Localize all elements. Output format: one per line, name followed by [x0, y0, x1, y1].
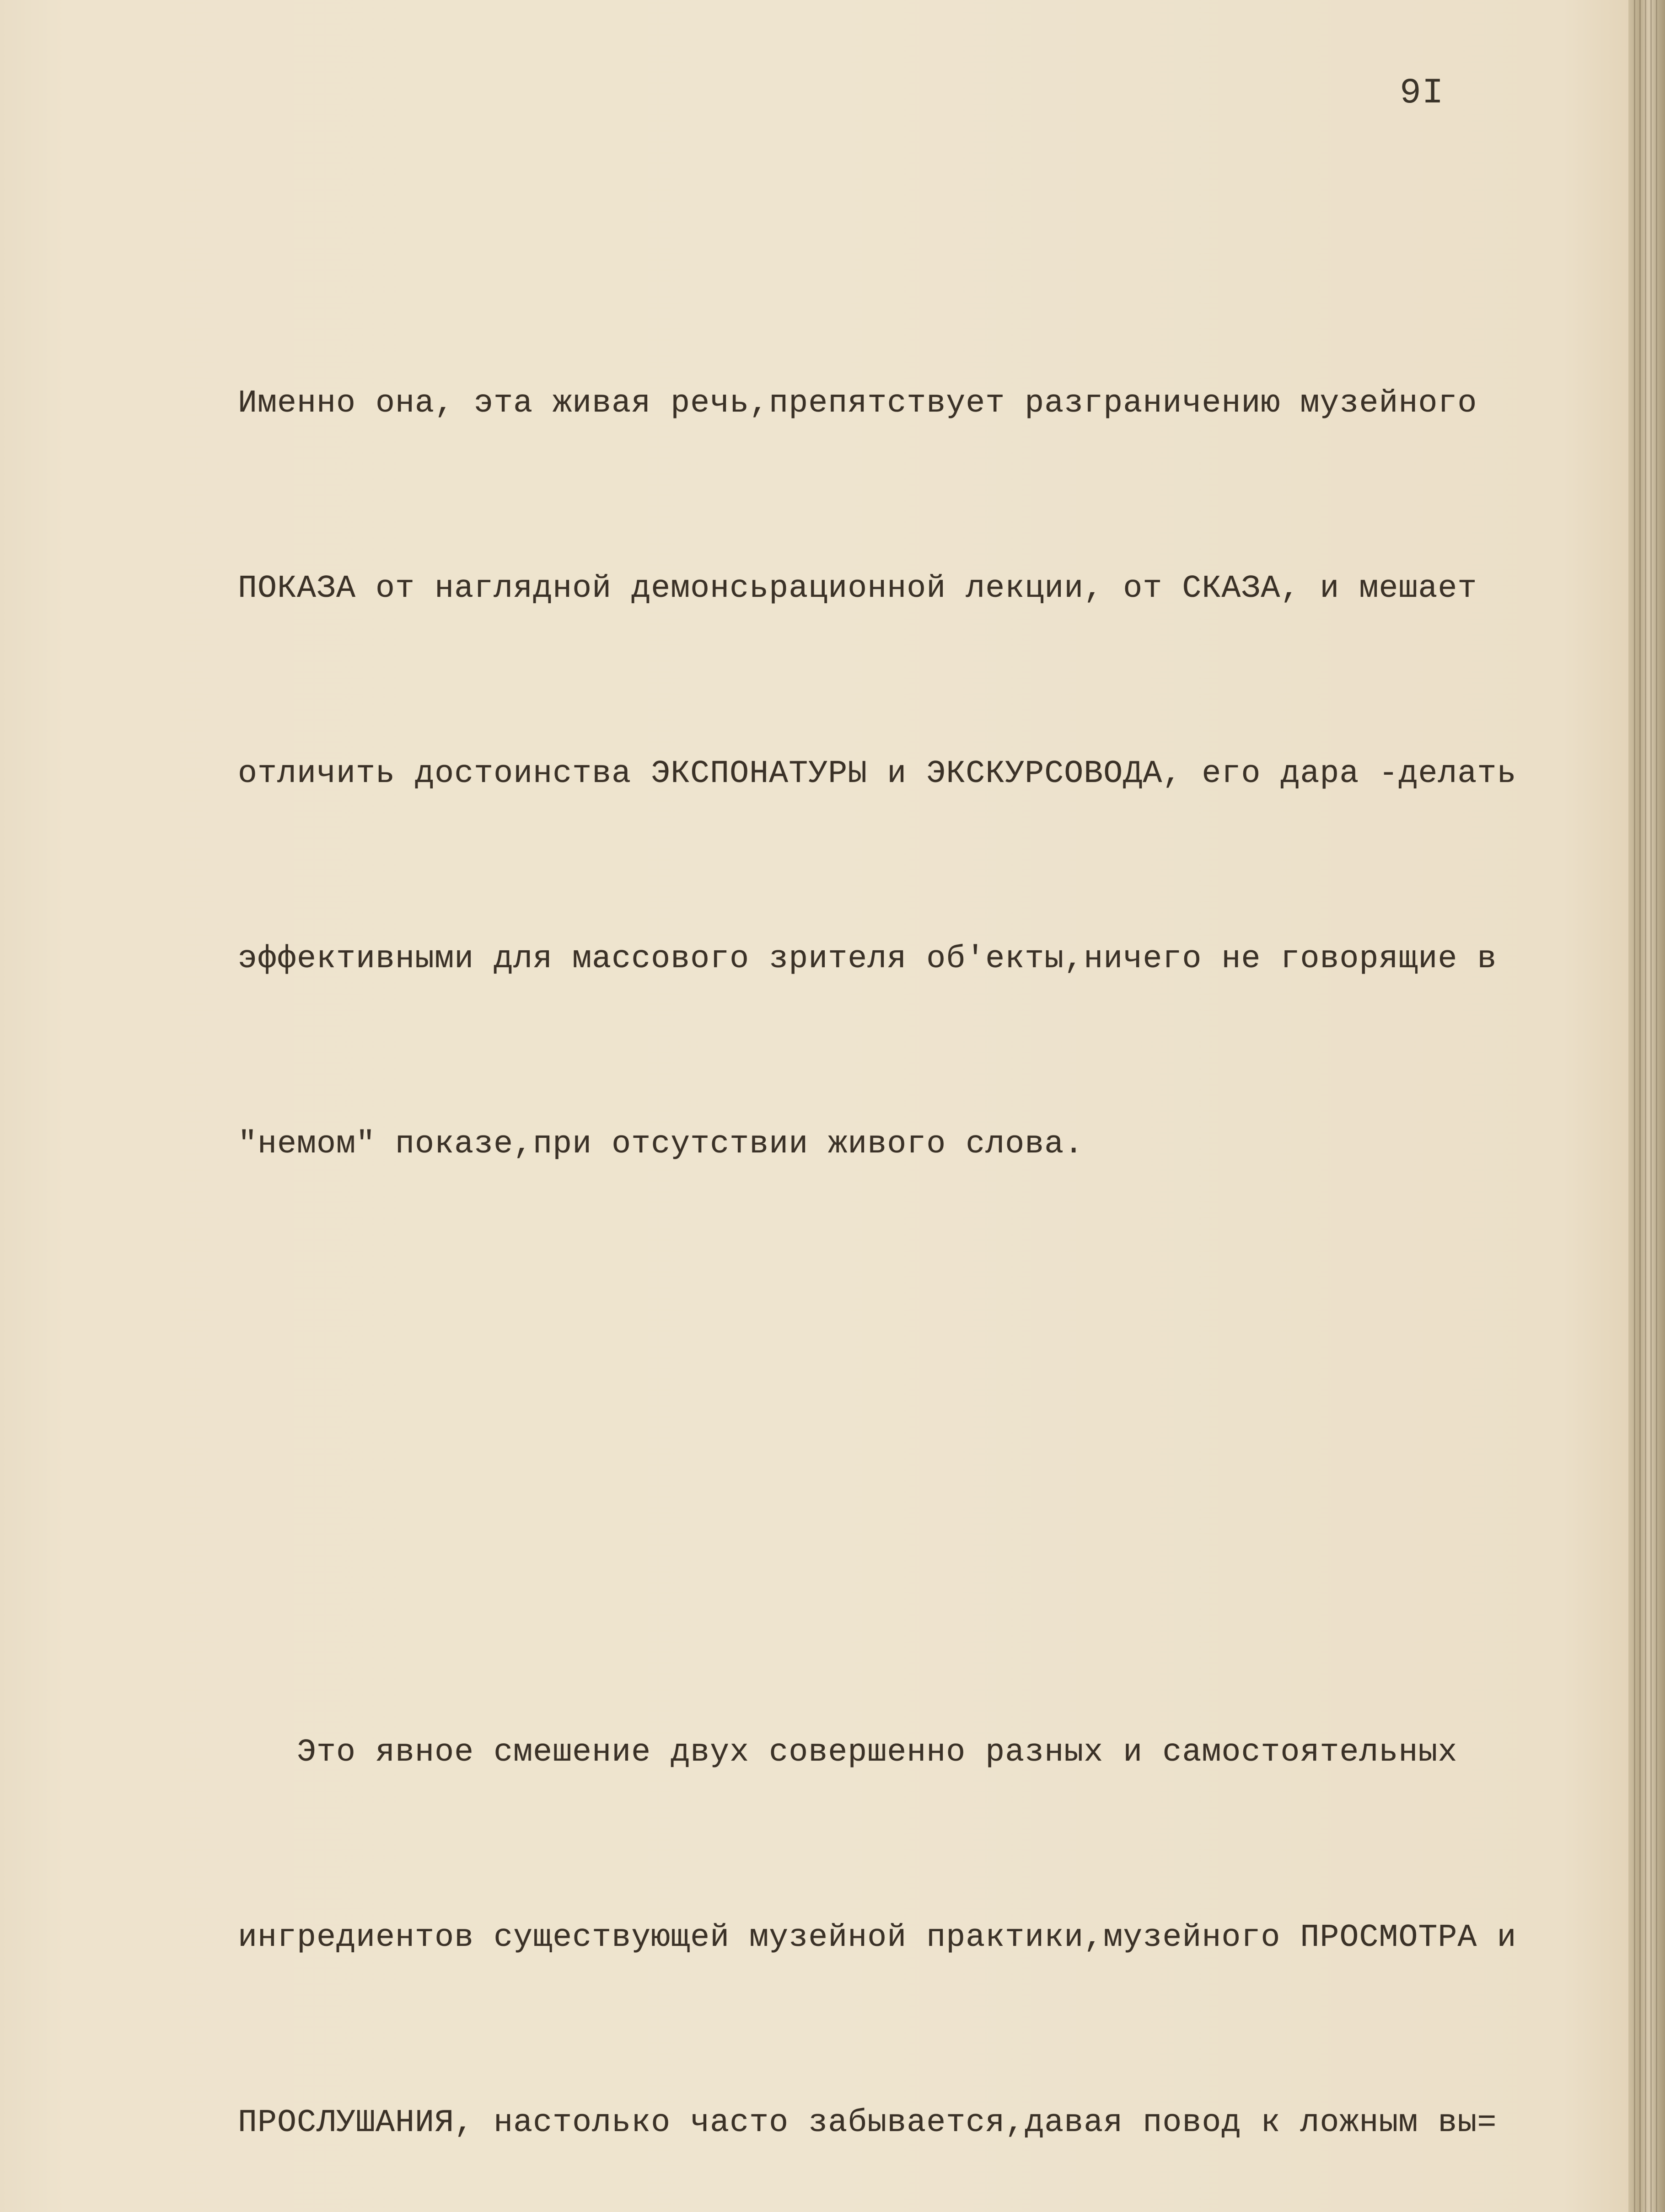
text-line: ПОКАЗА от наглядной демонсьрационной лекции, от СКАЗА, и мешает: [238, 571, 1477, 607]
text-line: отличить достоинства ЭКСПОНАТУРЫ и ЭКСКУРСОВОДА, его дара -делать: [238, 756, 1517, 792]
text-line: ингредиентов существующей музейной практики,музейного ПРОСМОТРА и: [238, 1920, 1517, 1956]
stacked-page-edges: [1628, 0, 1665, 2212]
text-line: "немом" показе,при отсутствии живого слова.: [238, 1126, 1084, 1162]
page-edge-lines: [1634, 0, 1661, 2212]
page-number: 9I: [1400, 73, 1445, 113]
paragraph-1: [238, 249, 1592, 1299]
typewritten-text: [238, 126, 1592, 2212]
text-line: Это явное смешение двух совершенно разных и самостоятельных: [238, 1735, 1458, 1771]
paragraph-2: [238, 1598, 1592, 2212]
text-line: Именно она, эта живая речь,препятствует разграничению музейного: [238, 386, 1477, 422]
text-line: эффективными для массового зрителя об'екты,ничего не говорящие в: [238, 941, 1497, 977]
text-line: ПРОСЛУШАНИЯ, настолько часто забывается,давая повод к ложным вы=: [238, 2105, 1497, 2141]
